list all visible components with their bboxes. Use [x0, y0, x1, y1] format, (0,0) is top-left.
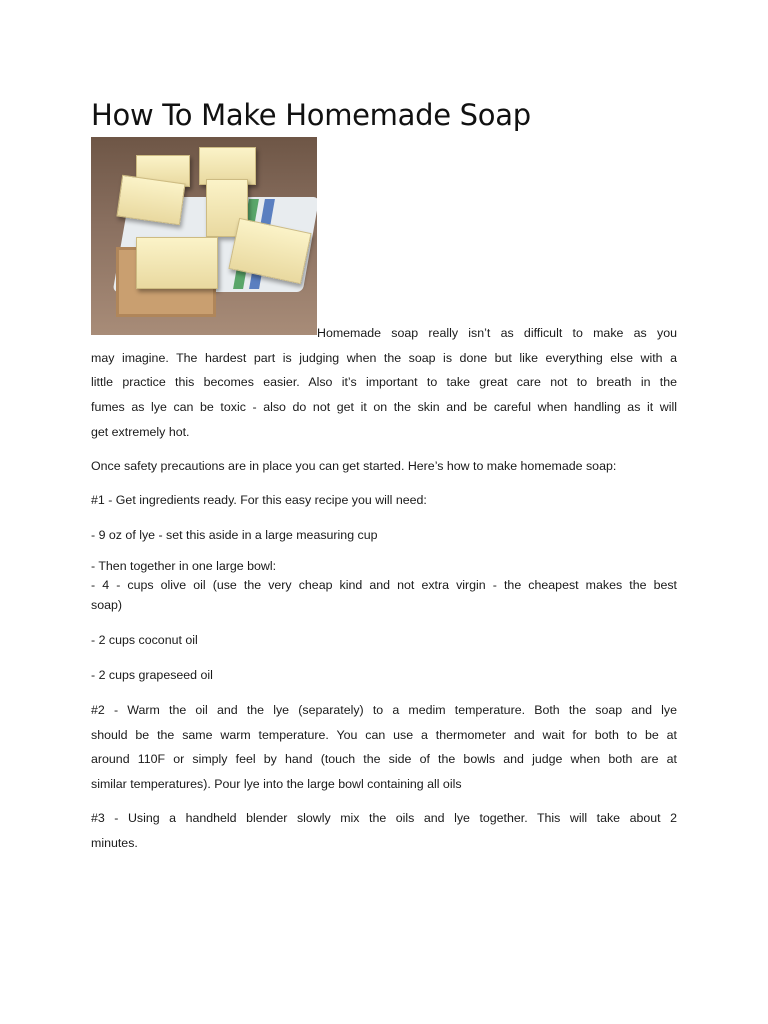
body-line: may imagine. The hardest part is judging when the soap is done but like everything else with a	[91, 351, 677, 365]
body-line: get extremely hot.	[91, 425, 190, 439]
step-line: minutes.	[91, 836, 138, 850]
ingredient-item: - 2 cups coconut oil	[91, 633, 198, 647]
body-line: Once safety precautions are in place you can get started. Here’s how to make homemade soap:	[91, 459, 617, 473]
ingredient-item: - 4 - cups olive oil (use the very cheap kind and not extra virgin - the cheapest makes the best	[91, 578, 677, 592]
body-line: fumes as lye can be toxic - also do not get it on the skin and be careful when handling as it will	[91, 400, 677, 414]
step-line: similar temperatures). Pour lye into the large bowl containing all oils	[91, 777, 462, 791]
step-line: around 110F or simply feel by hand (touch the side of the bowls and judge when both are at	[91, 752, 677, 766]
soap-bar	[116, 175, 185, 225]
ingredient-item: - Then together in one large bowl:	[91, 559, 277, 573]
step-line: #2 - Warm the oil and the lye (separately) to a medim temperature. Both the soap and lye	[91, 703, 677, 717]
soap-photo	[91, 137, 317, 335]
body-line: Homemade soap really isn’t as difficult to make as you	[317, 326, 677, 340]
page-title: How To Make Homemade Soap	[91, 98, 531, 132]
ingredient-item: - 9 oz of lye - set this aside in a large measuring cup	[91, 528, 378, 542]
ingredient-item: soap)	[91, 598, 122, 612]
soap-bar	[136, 237, 218, 289]
ingredient-item: - 2 cups grapeseed oil	[91, 668, 213, 682]
step-line: should be the same warm temperature. You can use a thermometer and wait for both to be at	[91, 728, 677, 742]
body-line: little practice this becomes easier. Also it’s important to take great care not to breath in the	[91, 375, 677, 389]
step-heading: #1 - Get ingredients ready. For this easy recipe you will need:	[91, 493, 427, 507]
step-line: #3 - Using a handheld blender slowly mix the oils and lye together. This will take about 2	[91, 811, 677, 825]
